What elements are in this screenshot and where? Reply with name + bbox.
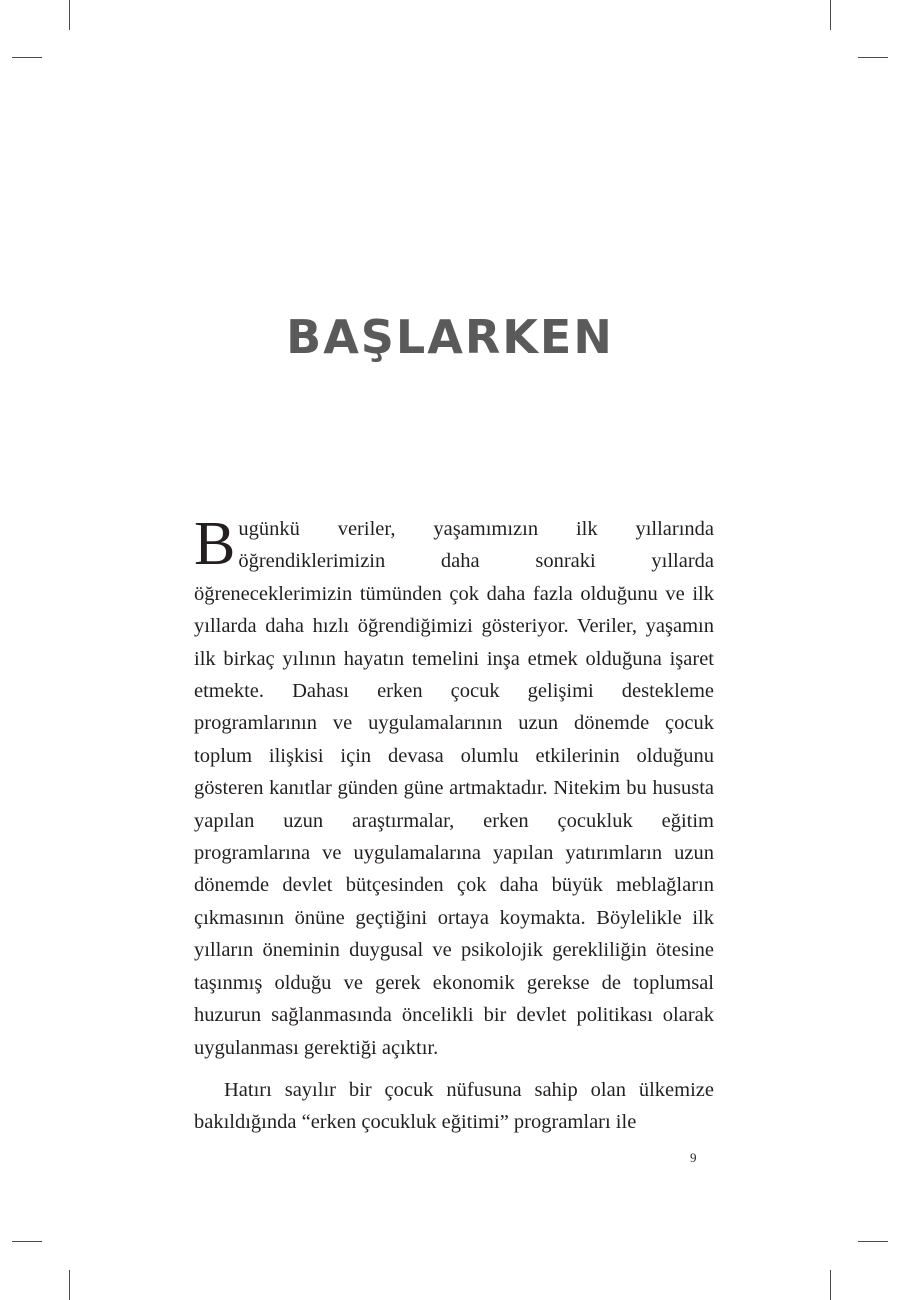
drop-cap: B: [194, 510, 236, 578]
crop-mark-bottom-right-horizontal: [858, 1241, 888, 1242]
crop-mark-bottom-left-horizontal: [12, 1241, 42, 1242]
crop-mark-bottom-right: [830, 1270, 831, 1300]
first-paragraph: [194, 510, 714, 1074]
crop-mark-top-left: [69, 0, 70, 30]
page-number: 9: [690, 1150, 697, 1165]
second-paragraph: Hatırı sayılır bir çocuk nüfusuna sahip olan ülkemize bakıldığında “erken çocukluk eğitimi” programları ile: [194, 1078, 714, 1134]
chapter-title: BAŞLARKEN: [286, 310, 614, 364]
crop-mark-top-left-horizontal: [12, 57, 42, 58]
body-text: [194, 510, 714, 1139]
crop-mark-top-right: [830, 0, 831, 30]
crop-mark-bottom-left: [69, 1270, 70, 1300]
first-paragraph-text: ugünkü veriler, yaşamımızın ilk yıllarında öğrendiklerimizin daha sonraki yıllarda öğreneceklerimizin tümünden çok daha fazla olduğunu ve ilk yıllarda daha hızlı öğrendiğimizi gösteriyor. Veriler, yaşamın ilk birkaç yılının hayatın temelini inşa etmek olduğuna işaret etmekte. Dahası erken çocuk gelişimi destekleme programlarının ve uygulamalarının uzun dönemde çocuk toplum ilişkisi için devasa olumlu etkilerinin olduğunu gösteren kanıtlar günden güne artmaktadır. Nitekim bu hususta yapılan uzun araştırmalar, erken çocukluk eğitim programlarına ve uygulamalarına yapılan yatırımların uzun dönemde devlet bütçesinden çok daha büyük meblağların çıkmasının önüne geçtiğini ortaya koymakta. Böylelikle ilk yılların öneminin duygusal ve psikolojik gerekliliğin ötesine taşınmış olduğu ve gerek ekonomik gerekse de toplumsal huzurun sağlanmasında öncelikli bir devlet politikası olarak uygulanması gerektiği açıktır.: [194, 518, 714, 1059]
crop-mark-top-right-horizontal: [858, 57, 888, 58]
